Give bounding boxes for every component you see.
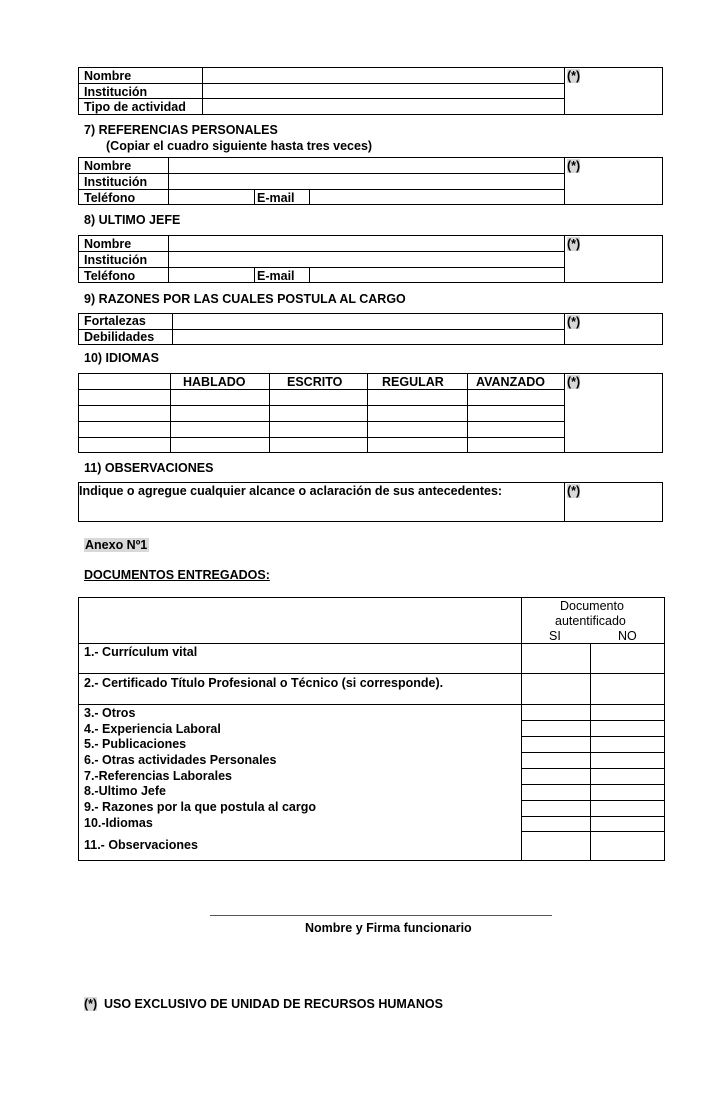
jefe-label-nombre: Nombre — [84, 237, 132, 251]
footer-note: USO EXCLUSIVO DE UNIDAD DE RECURSOS HUMANOS — [104, 997, 443, 1011]
col-regular: REGULAR — [382, 375, 444, 389]
doc-item: 8.-Ultimo Jefe — [84, 784, 166, 798]
section7-subheading: (Copiar el cuadro siguiente hasta tres veces) — [106, 139, 373, 153]
col-escrito: ESCRITO — [287, 375, 343, 389]
section10-heading: 10) IDIOMAS — [84, 351, 160, 365]
signature-label: Nombre y Firma funcionario — [305, 921, 472, 935]
col-no: NO — [618, 629, 637, 643]
col-si: SI — [549, 629, 561, 643]
doc-item: 6.- Otras actividades Personales — [84, 753, 277, 767]
nombre-field[interactable] — [203, 68, 563, 82]
rrhh-mark: (*) — [567, 237, 581, 251]
institucion-field[interactable] — [203, 84, 563, 98]
signature-line — [210, 915, 552, 916]
doc-item: 5.- Publicaciones — [84, 737, 187, 751]
doc-item: 7.-Referencias Laborales — [84, 769, 232, 783]
col-hablado: HABLADO — [183, 375, 246, 389]
doc-col-title-1: Documento — [560, 599, 624, 613]
rrhh-mark: (*) — [84, 997, 98, 1011]
docs-heading: DOCUMENTOS ENTREGADOS: — [84, 568, 270, 582]
section8-heading: 8) ULTIMO JEFE — [84, 213, 181, 227]
jefe-label-telefono: Teléfono — [84, 269, 136, 283]
annex-title: Anexo Nº1 — [85, 538, 148, 552]
doc-item: 4.- Experiencia Laboral — [84, 722, 221, 736]
doc-col-title-2: autentificado — [555, 614, 626, 628]
tipo-actividad-field[interactable] — [203, 99, 563, 114]
rrhh-mark: (*) — [567, 69, 581, 83]
ref-label-email: E-mail — [257, 191, 295, 205]
label-debilidades: Debilidades — [84, 330, 155, 344]
label-institucion: Institución — [84, 85, 148, 99]
ref-label-telefono: Teléfono — [84, 191, 136, 205]
label-tipo-actividad: Tipo de actividad — [84, 100, 186, 114]
rrhh-mark: (*) — [567, 159, 581, 173]
jefe-label-institucion: Institución — [84, 253, 148, 267]
doc-item: 1.- Currículum vital — [84, 645, 198, 659]
ref-label-nombre: Nombre — [84, 159, 132, 173]
doc-item: 2.- Certificado Título Profesional o Técnico (si corresponde). — [84, 676, 444, 690]
section11-heading: 11) OBSERVACIONES — [84, 461, 214, 475]
label-nombre: Nombre — [84, 69, 132, 83]
jefe-label-email: E-mail — [257, 269, 295, 283]
doc-item: 3.- Otros — [84, 706, 136, 720]
section7-heading: 7) REFERENCIAS PERSONALES — [84, 123, 278, 137]
ref-label-institucion: Institución — [84, 175, 148, 189]
section9-heading: 9) RAZONES POR LAS CUALES POSTULA AL CARGO — [84, 292, 406, 306]
rrhh-mark: (*) — [567, 484, 581, 498]
doc-item: 11.- Observaciones — [84, 838, 198, 852]
rrhh-mark: (*) — [567, 315, 581, 329]
observaciones-instruction: Indique o agregue cualquier alcance o aclaración de sus antecedentes: — [79, 484, 503, 498]
doc-item: 9.- Razones por la que postula al cargo — [84, 800, 316, 814]
col-avanzado: AVANZADO — [476, 375, 545, 389]
rrhh-mark: (*) — [567, 375, 581, 389]
label-fortalezas: Fortalezas — [84, 314, 146, 328]
doc-item: 10.-Idiomas — [84, 816, 153, 830]
observaciones-field[interactable] — [79, 499, 563, 521]
